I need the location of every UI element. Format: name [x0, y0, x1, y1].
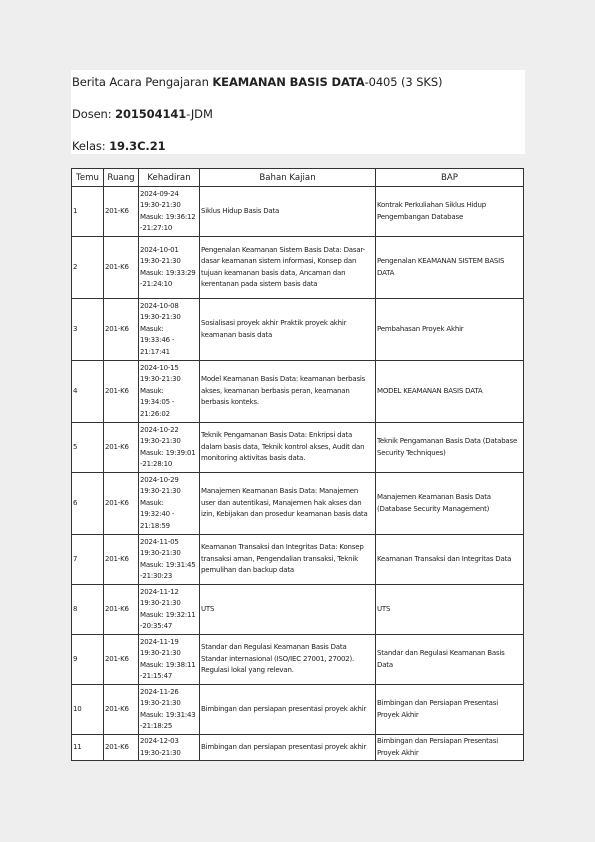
cell-bap: Teknik Pengamanan Basis Data (Database Security Techniques)	[376, 423, 524, 473]
cell-bap: Pembahasan Proyek Akhir	[376, 299, 524, 361]
cell-kehadiran: 2024-10-08 19:30-21:30 Masuk: 19:33:46 - 21:17:41	[139, 299, 200, 361]
cell-temu: 5	[72, 423, 104, 473]
cell-bahan-kajian: Pengenalan Keamanan Sistem Basis Data: Dasar-dasar keamanan sistem informasi, Konsep dan tujuan keamanan basis data, Ancaman dan kerentanan pada sistem basis data	[200, 237, 376, 299]
cell-bahan-kajian: Manajemen Keamanan Basis Data: Manajemen user dan autentikasi, Manajemen hak akses dan izin, Kebijakan dan prosedur keamanan basis data	[200, 473, 376, 535]
report-title	[72, 75, 442, 89]
course-code: -0405 (3 SKS)	[364, 75, 443, 89]
lecturer-line	[72, 107, 213, 121]
cell-bap: MODEL KEAMANAN BASIS DATA	[376, 361, 524, 423]
cell-ruang: 201-K6	[104, 423, 139, 473]
class-line	[72, 139, 166, 153]
cell-bap: Standar dan Regulasi Keamanan Basis Data	[376, 635, 524, 685]
cell-temu: 6	[72, 473, 104, 535]
cell-kehadiran: 2024-11-05 19:30-21:30 Masuk: 19:31:45 -21:30:23	[139, 535, 200, 585]
class-label: Kelas:	[72, 139, 110, 153]
cell-temu: 11	[72, 735, 104, 761]
attendance-table	[71, 168, 524, 761]
cell-temu: 7	[72, 535, 104, 585]
cell-bap: UTS	[376, 585, 524, 635]
cell-temu: 2	[72, 237, 104, 299]
table-row	[72, 187, 524, 237]
cell-ruang: 201-K6	[104, 187, 139, 237]
cell-kehadiran: 2024-10-29 19:30-21:30 Masuk: 19:32:40 - 21:18:59	[139, 473, 200, 535]
cell-ruang: 201-K6	[104, 735, 139, 761]
table-row	[72, 473, 524, 535]
cell-temu: 10	[72, 685, 104, 735]
cell-bap: Pengenalan KEAMANAN SISTEM BASIS DATA	[376, 237, 524, 299]
cell-kehadiran: 2024-11-12 19:30-21:30 Masuk: 19:32:11 -20:35:47	[139, 585, 200, 635]
table-row	[72, 299, 524, 361]
cell-bahan-kajian: Keamanan Transaksi dan Integritas Data: Konsep transaksi aman, Pengendalian transaksi, Teknik pemulihan dan backup data	[200, 535, 376, 585]
cell-ruang: 201-K6	[104, 535, 139, 585]
table-row	[72, 585, 524, 635]
lecturer-label: Dosen:	[72, 107, 116, 121]
cell-kehadiran: 2024-10-15 19:30-21:30 Masuk: 19:34:05 - 21:26:02	[139, 361, 200, 423]
table-header-row	[72, 169, 524, 187]
cell-bap: Bimbingan dan Persiapan Presentasi Proyek Akhir	[376, 685, 524, 735]
cell-ruang: 201-K6	[104, 237, 139, 299]
cell-ruang: 201-K6	[104, 473, 139, 535]
report-header	[71, 70, 525, 154]
cell-bahan-kajian: Bimbingan dan persiapan presentasi proyek akhir	[200, 735, 376, 761]
cell-ruang: 201-K6	[104, 585, 139, 635]
header-bahan-kajian: Bahan Kajian	[200, 169, 376, 187]
header-temu: Temu	[72, 169, 104, 187]
cell-kehadiran: 2024-12-03 19:30-21:30	[139, 735, 200, 761]
class-value: 19.3C.21	[109, 139, 166, 153]
cell-kehadiran: 2024-11-19 19:30-21:30 Masuk: 19:38:11 -21:15:47	[139, 635, 200, 685]
cell-bap: Kontrak Perkuliahan Siklus Hidup Pengembangan Database	[376, 187, 524, 237]
cell-bahan-kajian: Teknik Pengamanan Basis Data: Enkripsi data dalam basis data, Teknik kontrol akses, Audit dan monitoring aktivitas basis data.	[200, 423, 376, 473]
cell-bahan-kajian: Standar dan Regulasi Keamanan Basis Data Standar internasional (ISO/IEC 27001, 27002). Regulasi lokal yang relevan.	[200, 635, 376, 685]
cell-kehadiran: 2024-10-01 19:30-21:30 Masuk: 19:33:29 -21:24:10	[139, 237, 200, 299]
table-row	[72, 685, 524, 735]
cell-kehadiran: 2024-10-22 19:30-21:30 Masuk: 19:39:01 -21:28:10	[139, 423, 200, 473]
attendance-table-wrapper	[71, 168, 523, 761]
cell-ruang: 201-K6	[104, 361, 139, 423]
cell-temu: 9	[72, 635, 104, 685]
cell-bahan-kajian: Model Keamanan Basis Data: keamanan berbasis akses, keamanan berbasis peran, keamanan berbasis konteks.	[200, 361, 376, 423]
table-row	[72, 635, 524, 685]
table-row	[72, 735, 524, 761]
cell-temu: 4	[72, 361, 104, 423]
cell-temu: 3	[72, 299, 104, 361]
table-row	[72, 535, 524, 585]
cell-ruang: 201-K6	[104, 635, 139, 685]
cell-ruang: 201-K6	[104, 299, 139, 361]
cell-bap: Bimbingan dan Persiapan Presentasi Proyek Akhir	[376, 735, 524, 761]
lecturer-id: 201504141	[115, 107, 187, 121]
header-ruang: Ruang	[104, 169, 139, 187]
header-kehadiran: Kehadiran	[139, 169, 200, 187]
course-name: KEAMANAN BASIS DATA	[212, 75, 365, 89]
cell-temu: 1	[72, 187, 104, 237]
cell-bahan-kajian: Siklus Hidup Basis Data	[200, 187, 376, 237]
cell-bap: Manajemen Keamanan Basis Data (Database Security Management)	[376, 473, 524, 535]
table-row	[72, 423, 524, 473]
cell-ruang: 201-K6	[104, 685, 139, 735]
cell-bahan-kajian: UTS	[200, 585, 376, 635]
lecturer-code: -JDM	[186, 107, 213, 121]
cell-kehadiran: 2024-09-24 19:30-21:30 Masuk: 19:36:12 -21:27:10	[139, 187, 200, 237]
table-row	[72, 237, 524, 299]
cell-kehadiran: 2024-11-26 19:30-21:30 Masuk: 19:31:43 -21:18:25	[139, 685, 200, 735]
header-bap: BAP	[376, 169, 524, 187]
table-row	[72, 361, 524, 423]
cell-temu: 8	[72, 585, 104, 635]
title-prefix: Berita Acara Pengajaran	[72, 75, 213, 89]
cell-bahan-kajian: Sosialisasi proyek akhir Praktik proyek akhir keamanan basis data	[200, 299, 376, 361]
cell-bap: Keamanan Transaksi dan Integritas Data	[376, 535, 524, 585]
cell-bahan-kajian: Bimbingan dan persiapan presentasi proyek akhir	[200, 685, 376, 735]
